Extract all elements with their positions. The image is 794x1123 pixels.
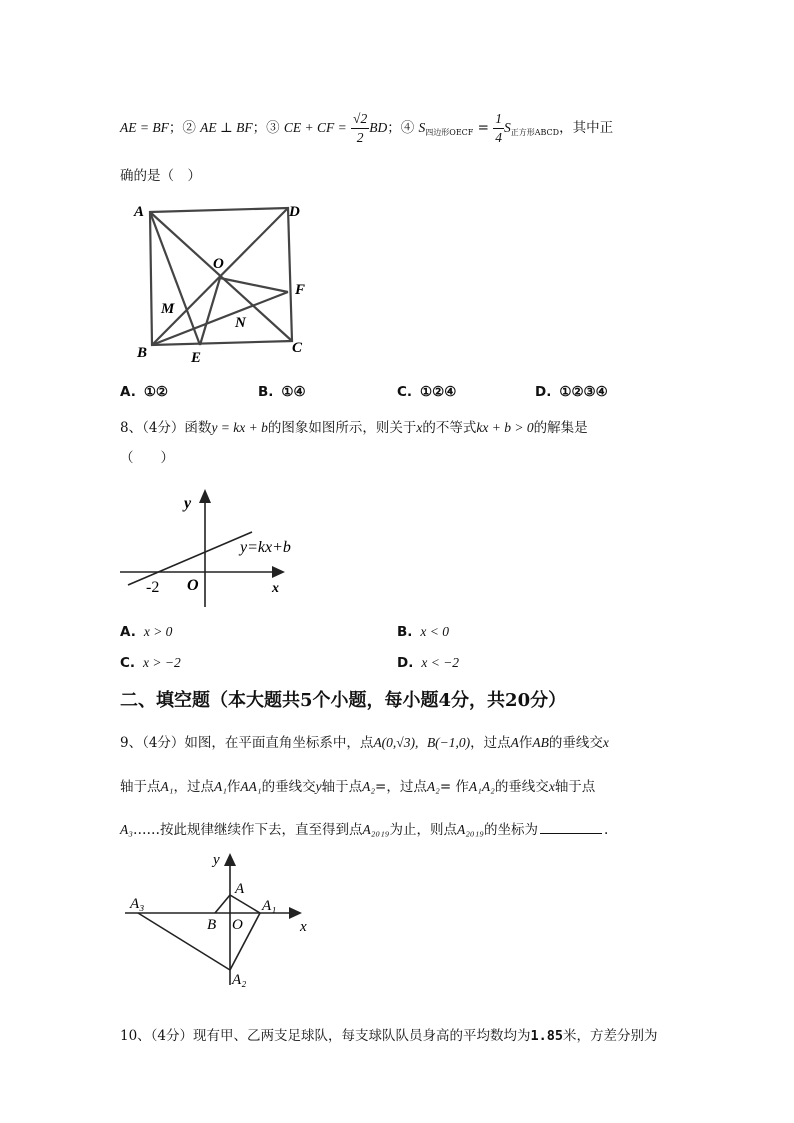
q9-label-B: B xyxy=(207,917,217,933)
q9-y-label: y xyxy=(213,852,220,868)
q9-figure xyxy=(120,850,320,990)
stmt-1: AE = BF xyxy=(120,120,169,135)
section-2-heading: 二、填空题（本大题共5个小题，每小题4分，共20分） xyxy=(120,690,567,711)
q7-option-a[interactable]: A. ①② xyxy=(120,384,169,400)
label-C: C xyxy=(292,340,303,356)
q8-paren: （ ） xyxy=(120,450,174,466)
answer-blank[interactable] xyxy=(540,821,602,834)
q9-label-A: A xyxy=(235,881,245,897)
q9-line-1: 9、（4分）如图，在平面直角坐标系中，点A(0,√3), B(−1,0)，过点A作AB的垂线交x xyxy=(120,735,609,751)
label-A: A xyxy=(134,204,145,220)
q9-label-A1: A₁ xyxy=(262,898,277,914)
label-O: O xyxy=(213,256,224,272)
graph-line-label: y=kx+b xyxy=(240,539,291,556)
q9-line-3: A₃……按此规律继续作下去，直至得到点A₂₀₁₉为止，则点A₂₀₁₉的坐标为 . xyxy=(120,822,609,838)
q8-question: 8、（4分）函数y = kx + b的图象如图所示，则关于x的不等式kx + b > 0的解集是 xyxy=(120,420,588,436)
q9-x-label: x xyxy=(300,919,307,935)
q8-option-d[interactable]: D. x < −2 xyxy=(397,655,460,671)
q7-statements: AE = BF；② AE ⊥ BF；③ CE + CF = $\frac{√2}{2}$ BD；④ $S_{四边形OECF}$ = $\frac{1}{4}$ $S_{正方形ABCD}$，其中正 xyxy=(120,111,614,145)
q9-line-2: 轴于点A₁，过点A₁作AA₁的垂线交y轴于点A₂=，过点A₂= 作A₁A₂的垂线交x轴于点 xyxy=(120,779,596,795)
stmt-4-fraction: $\frac{1}{4}$ xyxy=(495,111,502,145)
graph-y-label: y xyxy=(184,495,192,512)
graph-x-label: x xyxy=(272,581,279,596)
q7-option-d[interactable]: D. ①②③④ xyxy=(535,384,608,400)
q8-option-c[interactable]: C. x > −2 xyxy=(120,655,181,671)
label-N: N xyxy=(235,315,246,331)
q8-graph xyxy=(115,485,295,610)
q7-option-c[interactable]: C. ①②④ xyxy=(397,384,457,400)
stmt-2: AE ⊥ BF xyxy=(200,120,253,135)
graph-origin: O xyxy=(187,577,199,594)
q8-option-a[interactable]: A. x > 0 xyxy=(120,624,173,640)
q10-question: 10、（4分）现有甲、乙两支足球队，每支球队队员身高的平均数均为1.85米，方差分别为 xyxy=(120,1028,658,1044)
q9-label-A3: A₃ xyxy=(130,896,145,912)
label-M: M xyxy=(161,301,175,317)
label-E: E xyxy=(191,350,202,365)
q9-label-A2: A₂ xyxy=(232,972,247,988)
q9-x-axis-arrow xyxy=(289,907,302,919)
q8-option-b[interactable]: B. x < 0 xyxy=(397,624,450,640)
q7-square-figure xyxy=(125,195,325,365)
label-F: F xyxy=(295,282,306,298)
label-D: D xyxy=(289,204,300,220)
q7-option-b[interactable]: B. ①④ xyxy=(258,384,306,400)
q9-label-O: O xyxy=(232,917,243,933)
graph-intercept: -2 xyxy=(146,579,160,596)
q9-y-axis-arrow xyxy=(224,853,236,866)
stmt-3-fraction: $\frac{√2}{2}$ xyxy=(353,111,368,145)
stmt-4: S xyxy=(418,120,426,135)
y-axis-arrow xyxy=(199,489,211,503)
stmt-3: CE + CF = xyxy=(283,120,347,135)
x-axis-arrow xyxy=(272,566,285,578)
q7-question-end: 确的是（ ） xyxy=(120,168,201,184)
label-B: B xyxy=(137,345,148,361)
